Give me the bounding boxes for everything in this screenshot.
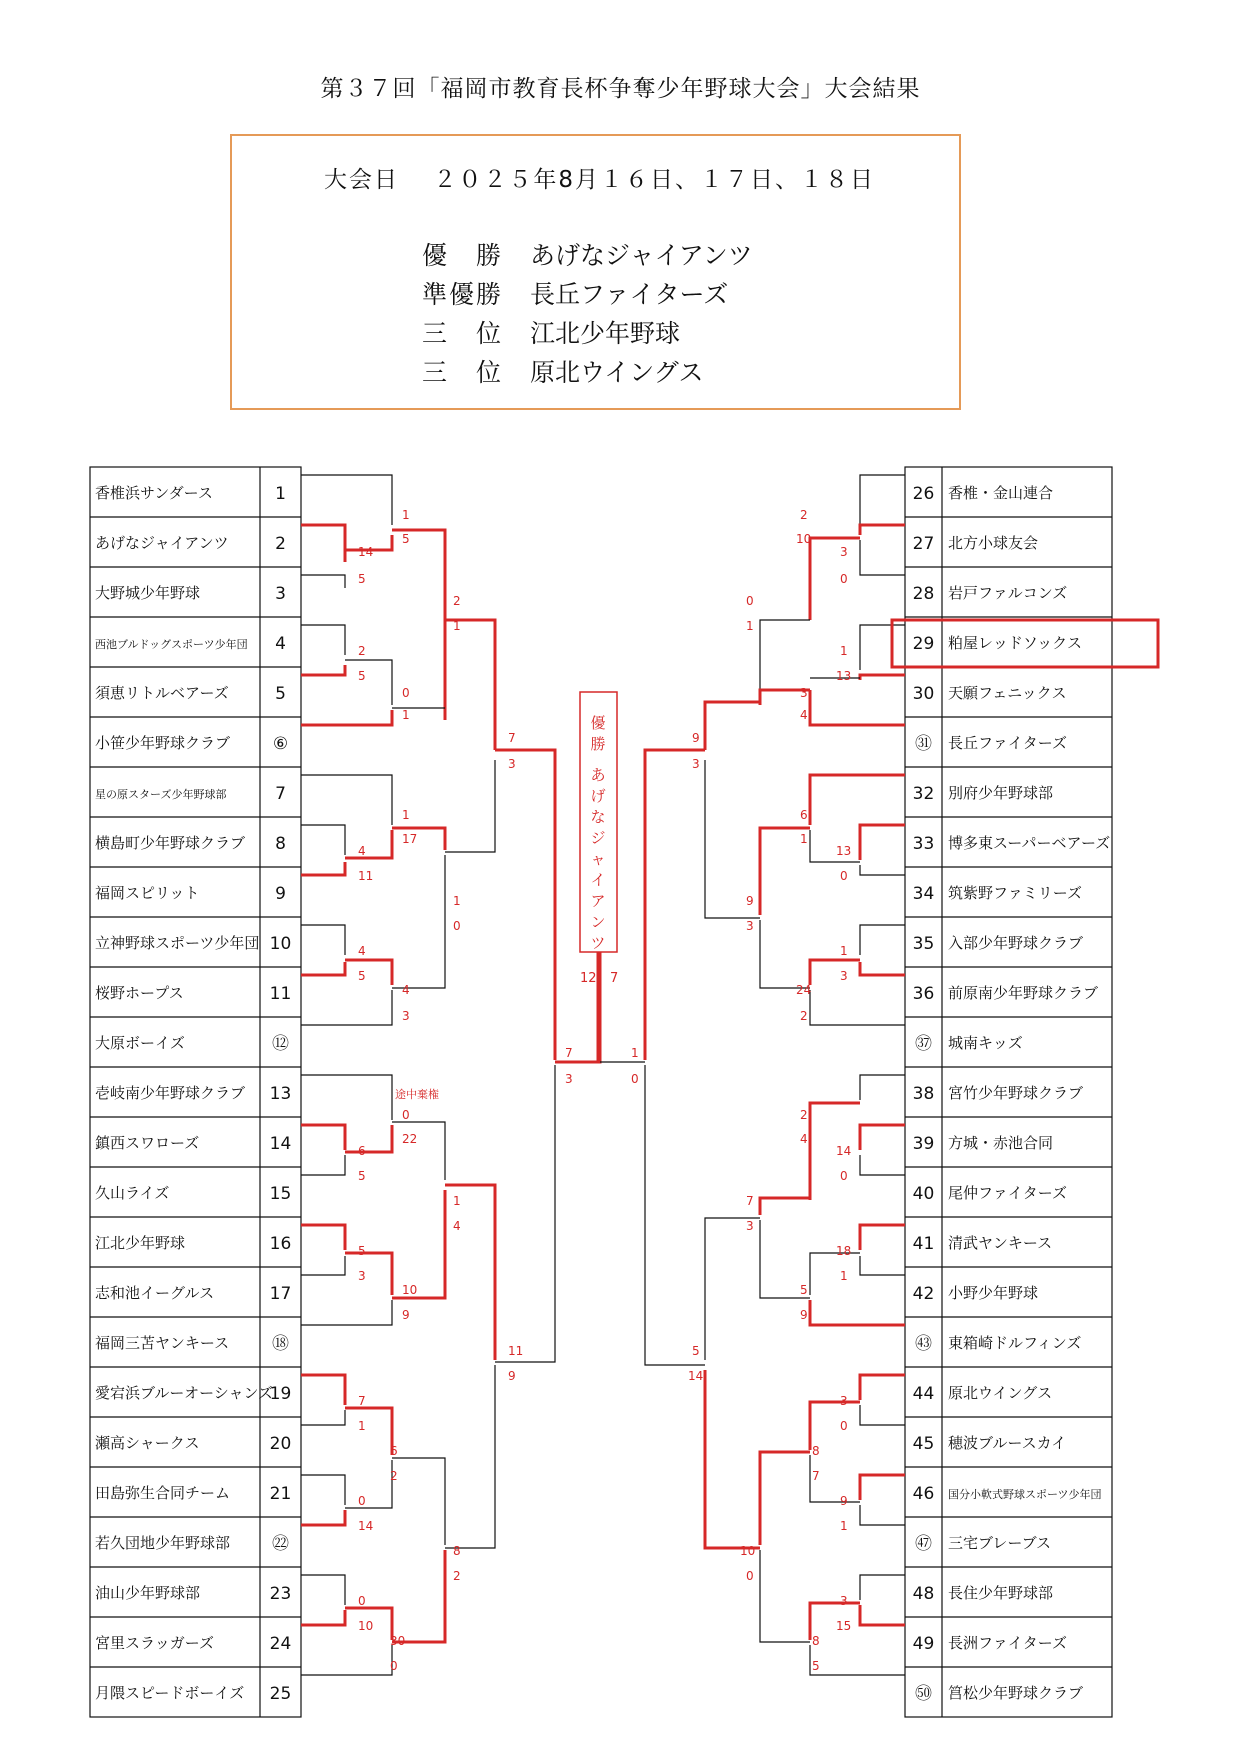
match-score: 9 — [508, 1369, 516, 1383]
team-name: 天願フェニックス — [948, 684, 1067, 702]
match-score: 11 — [508, 1344, 524, 1358]
match-score: 6 — [390, 1444, 398, 1458]
team-seed: 44 — [912, 1384, 935, 1404]
team-name: 尾仲ファイターズ — [948, 1184, 1067, 1202]
match-score: 1 — [746, 619, 754, 633]
team-name: 三宅ブレーブス — [948, 1534, 1052, 1552]
match-score: 5 — [358, 1244, 366, 1258]
match-score: 0 — [840, 572, 848, 586]
team-seed: ⑫ — [272, 1034, 289, 1054]
team-seed: 33 — [912, 834, 935, 854]
team-name: 東箱崎ドルフィンズ — [948, 1334, 1082, 1352]
match-score: 24 — [796, 983, 812, 997]
team-seed: 39 — [912, 1134, 935, 1154]
team-name: 宮里スラッガーズ — [95, 1634, 214, 1652]
team-name: 清武ヤンキース — [948, 1234, 1053, 1252]
team-name: 瀬高シャークス — [95, 1434, 200, 1452]
team-name: 筥松少年野球クラブ — [948, 1684, 1084, 1702]
match-score: 22 — [402, 1132, 418, 1146]
team-seed: 4 — [275, 634, 286, 654]
team-seed: 30 — [912, 684, 935, 704]
match-score: 1 — [402, 808, 410, 822]
match-score: 0 — [840, 1169, 848, 1183]
team-seed: 27 — [912, 534, 935, 554]
match-score: 5 — [692, 1344, 700, 1358]
match-score: 2 — [800, 1009, 808, 1023]
team-name: 福岡スピリット — [95, 884, 200, 902]
team-name: 原北ウイングス — [948, 1384, 1053, 1402]
match-score: 10 — [796, 532, 812, 546]
team-name: 愛宕浜ブルーオーシャンズ — [95, 1384, 274, 1402]
match-score: 7 — [358, 1394, 366, 1408]
result-rank: 三 位 — [422, 319, 504, 348]
team-seed: 49 — [912, 1634, 935, 1654]
match-score: 9 — [402, 1308, 410, 1322]
left-team-table — [90, 467, 301, 1717]
match-score: 1 — [840, 944, 848, 958]
match-score: 1 — [453, 894, 461, 908]
match-score: 4 — [358, 944, 366, 958]
match-score: 8 — [812, 1634, 820, 1648]
match-score: 5 — [358, 1169, 366, 1183]
match-score: 4 — [800, 1132, 808, 1146]
team-name: 桜野ホープス — [95, 984, 184, 1002]
team-name: 岩戸ファルコンズ — [948, 584, 1068, 602]
match-score: 0 — [840, 869, 848, 883]
team-name: 粕屋レッドソックス — [948, 634, 1082, 652]
team-seed: 45 — [912, 1434, 935, 1454]
match-score: 0 — [358, 1494, 366, 1508]
team-seed: 7 — [275, 784, 286, 804]
match-score: 3 — [358, 1269, 366, 1283]
match-score: 7 — [565, 1046, 573, 1060]
team-name: 西池ブルドッグスポーツ少年団 — [95, 638, 248, 651]
match-score: 5 — [402, 532, 410, 546]
final-score-right: 7 — [610, 971, 619, 986]
team-seed: 46 — [912, 1484, 935, 1504]
match-score: 9 — [746, 894, 754, 908]
match-score: 1 — [800, 832, 808, 846]
champion-banner-team: あげなジャイアンツ — [590, 766, 606, 952]
team-name: 筑紫野ファミリーズ — [948, 884, 1082, 902]
match-score: 6 — [800, 808, 808, 822]
event-date-label: 大会日 — [324, 167, 399, 193]
team-name: 須恵リトルベアーズ — [95, 684, 229, 702]
team-name: 大野城少年野球 — [95, 584, 201, 602]
team-name: あげなジャイアンツ — [95, 534, 229, 552]
match-score: 3 — [800, 686, 808, 700]
page-title: 第３７回「福岡市教育長杯争奪少年野球大会」大会結果 — [320, 76, 921, 102]
team-name: 方城・赤池合同 — [948, 1134, 1054, 1152]
match-score: 10 — [358, 1619, 374, 1633]
match-score: 0 — [746, 1569, 754, 1583]
team-seed: ㊿ — [915, 1684, 932, 1704]
match-score: 7 — [746, 1194, 754, 1208]
team-seed: 8 — [275, 834, 286, 854]
match-score: 0 — [746, 594, 754, 608]
match-score: 3 — [746, 1219, 754, 1233]
match-score: 0 — [402, 686, 410, 700]
match-score: 13 — [836, 844, 852, 858]
team-seed: 9 — [275, 884, 286, 904]
match-score: 1 — [840, 644, 848, 658]
match-score: 10 — [740, 1544, 756, 1558]
match-score: 15 — [836, 1619, 852, 1633]
match-score: 7 — [508, 731, 516, 745]
team-seed: 14 — [269, 1134, 292, 1154]
team-seed: 38 — [912, 1084, 935, 1104]
team-name: 国分小軟式野球スポーツ少年団 — [948, 1488, 1102, 1501]
match-score: 3 — [565, 1072, 573, 1086]
result-rank: 三 位 — [422, 358, 504, 387]
match-score: 11 — [358, 869, 374, 883]
team-name: 田島弥生合同チーム — [95, 1484, 231, 1502]
match-score: 5 — [358, 969, 366, 983]
team-seed: 41 — [912, 1234, 935, 1254]
team-name: 横島町少年野球クラブ — [95, 834, 246, 852]
team-seed: 34 — [912, 884, 935, 904]
team-name: 星の原スターズ少年野球部 — [95, 788, 227, 801]
team-seed: 35 — [912, 934, 935, 954]
team-seed: 48 — [912, 1584, 935, 1604]
match-score: 18 — [836, 1244, 852, 1258]
match-score: 2 — [453, 1569, 461, 1583]
match-score: 1 — [358, 1419, 366, 1433]
match-score: 4 — [358, 844, 366, 858]
team-name: 長住少年野球部 — [948, 1584, 1054, 1602]
match-score: 2 — [390, 1469, 398, 1483]
team-name: 江北少年野球 — [95, 1234, 186, 1252]
match-score: 2 — [800, 508, 808, 522]
match-score: 9 — [840, 1494, 848, 1508]
team-name: 月隈スピードボーイズ — [95, 1684, 245, 1702]
match-score: 0 — [390, 1659, 398, 1673]
match-score: 14 — [358, 545, 374, 559]
team-name: 壱岐南少年野球クラブ — [95, 1084, 246, 1102]
team-seed: 32 — [912, 784, 935, 804]
match-score: 4 — [800, 708, 808, 722]
match-score: 2 — [453, 594, 461, 608]
team-seed: ㉒ — [272, 1534, 289, 1554]
match-score: 9 — [692, 731, 700, 745]
team-name: 長洲ファイターズ — [948, 1634, 1067, 1652]
match-score: 10 — [402, 1283, 418, 1297]
team-name: 大原ボーイズ — [95, 1034, 185, 1052]
match-score: 1 — [453, 619, 461, 633]
match-score: 6 — [358, 1144, 366, 1158]
match-score: 30 — [390, 1634, 406, 1648]
match-score: 2 — [358, 644, 366, 658]
match-score: 5 — [800, 1283, 808, 1297]
team-seed: ㉛ — [915, 734, 932, 754]
champion-banner-label: 優勝 — [590, 714, 606, 753]
match-score: 13 — [836, 669, 852, 683]
match-score: 3 — [840, 1594, 848, 1608]
team-name: 油山少年野球部 — [95, 1584, 201, 1602]
match-score: 1 — [631, 1046, 639, 1060]
match-score: 0 — [453, 919, 461, 933]
team-name: 城南キッズ — [948, 1034, 1023, 1052]
final-score-left: 12 — [580, 971, 597, 986]
match-score: 0 — [358, 1594, 366, 1608]
match-score: 14 — [358, 1519, 374, 1533]
match-score: 5 — [358, 669, 366, 683]
match-score: 1 — [402, 508, 410, 522]
team-seed: ㊸ — [915, 1334, 932, 1354]
match-score: 3 — [692, 757, 700, 771]
team-name: 小野少年野球 — [948, 1284, 1039, 1302]
match-score: 17 — [402, 832, 418, 846]
result-team: 長丘ファイターズ — [529, 280, 729, 309]
match-score: 3 — [746, 919, 754, 933]
team-seed: ⑥ — [272, 734, 289, 754]
match-score: 8 — [812, 1444, 820, 1458]
team-seed: 26 — [912, 484, 935, 504]
team-name: 久山ライズ — [95, 1184, 170, 1202]
team-seed: 42 — [912, 1284, 935, 1304]
match-score: 7 — [812, 1469, 820, 1483]
match-score: 14 — [836, 1144, 852, 1158]
team-name: 入部少年野球クラブ — [948, 934, 1084, 952]
team-name: 宮竹少年野球クラブ — [948, 1084, 1084, 1102]
team-seed: 11 — [269, 984, 292, 1004]
team-seed: 5 — [275, 684, 286, 704]
match-score: 8 — [453, 1544, 461, 1558]
team-seed: 28 — [912, 584, 935, 604]
team-seed: 2 — [275, 534, 286, 554]
team-seed: 29 — [912, 634, 935, 654]
team-name: 福岡三苫ヤンキース — [95, 1334, 230, 1352]
team-seed: ㊼ — [915, 1534, 932, 1554]
team-name: 若久団地少年野球部 — [95, 1534, 231, 1552]
team-seed: ⑱ — [272, 1334, 289, 1354]
match-score: 1 — [840, 1269, 848, 1283]
team-seed: 40 — [912, 1184, 935, 1204]
team-name: 鎮西スワローズ — [95, 1134, 200, 1152]
match-score: 1 — [453, 1194, 461, 1208]
team-name: 前原南少年野球クラブ — [948, 984, 1099, 1002]
team-seed: 17 — [269, 1284, 292, 1304]
match-score: 3 — [402, 1009, 410, 1023]
match-score: 3 — [840, 545, 848, 559]
team-name: 長丘ファイターズ — [948, 734, 1067, 752]
forfeit-note: 途中棄権 — [395, 1088, 439, 1101]
match-score: 3 — [840, 969, 848, 983]
left-scores — [358, 508, 573, 1673]
team-name: 香椎・金山連合 — [948, 484, 1054, 502]
match-score: 9 — [800, 1308, 808, 1322]
team-seed: 20 — [269, 1434, 292, 1454]
team-name: 北方小球友会 — [948, 534, 1039, 552]
team-seed: 10 — [269, 934, 292, 954]
team-seed: 25 — [269, 1684, 292, 1704]
team-seed: 3 — [275, 584, 286, 604]
team-name: 香椎浜サンダース — [95, 484, 213, 502]
team-seed: 16 — [269, 1234, 292, 1254]
match-score: 1 — [402, 708, 410, 722]
left-bracket-lines — [301, 475, 600, 1675]
match-score: 3 — [508, 757, 516, 771]
team-name: 立神野球スポーツ少年団 — [95, 934, 260, 952]
match-score: 5 — [812, 1659, 820, 1673]
match-score: 4 — [453, 1219, 461, 1233]
result-team: 江北少年野球 — [529, 319, 680, 348]
result-team: あげなジャイアンツ — [529, 241, 753, 270]
team-name: 志和池イーグルス — [95, 1284, 215, 1302]
team-seed: 15 — [269, 1184, 292, 1204]
team-seed: 23 — [269, 1584, 292, 1604]
right-team-table — [905, 467, 1112, 1717]
team-name: 別府少年野球部 — [948, 784, 1054, 802]
match-score: 0 — [840, 1419, 848, 1433]
team-seed: 19 — [269, 1384, 292, 1404]
result-rank: 優 勝 — [422, 241, 504, 270]
team-seed: ㊲ — [915, 1034, 932, 1054]
match-score: 3 — [840, 1394, 848, 1408]
team-seed: 13 — [269, 1084, 292, 1104]
team-name: 小笹少年野球クラブ — [95, 734, 231, 752]
team-name: 博多東スーパーベアーズ — [948, 834, 1111, 852]
team-name: 穂波ブルースカイ — [948, 1434, 1067, 1452]
match-score: 0 — [631, 1072, 639, 1086]
match-score: 1 — [840, 1519, 848, 1533]
team-seed: 36 — [912, 984, 935, 1004]
right-bracket-lines — [600, 475, 905, 1675]
event-date-value: ２０２５年8月１６日、１７日、１８日 — [433, 167, 875, 193]
match-score: 2 — [800, 1108, 808, 1122]
match-score: 4 — [402, 983, 410, 997]
match-score: 5 — [358, 572, 366, 586]
team-seed: 24 — [269, 1634, 292, 1654]
result-team: 原北ウイングス — [529, 358, 704, 387]
match-score: 0 — [402, 1108, 410, 1122]
match-score: 14 — [688, 1369, 704, 1383]
team-seed: 1 — [275, 484, 286, 504]
right-scores — [631, 508, 851, 1673]
team-seed: 21 — [269, 1484, 292, 1504]
result-rank: 準優勝 — [422, 280, 504, 309]
